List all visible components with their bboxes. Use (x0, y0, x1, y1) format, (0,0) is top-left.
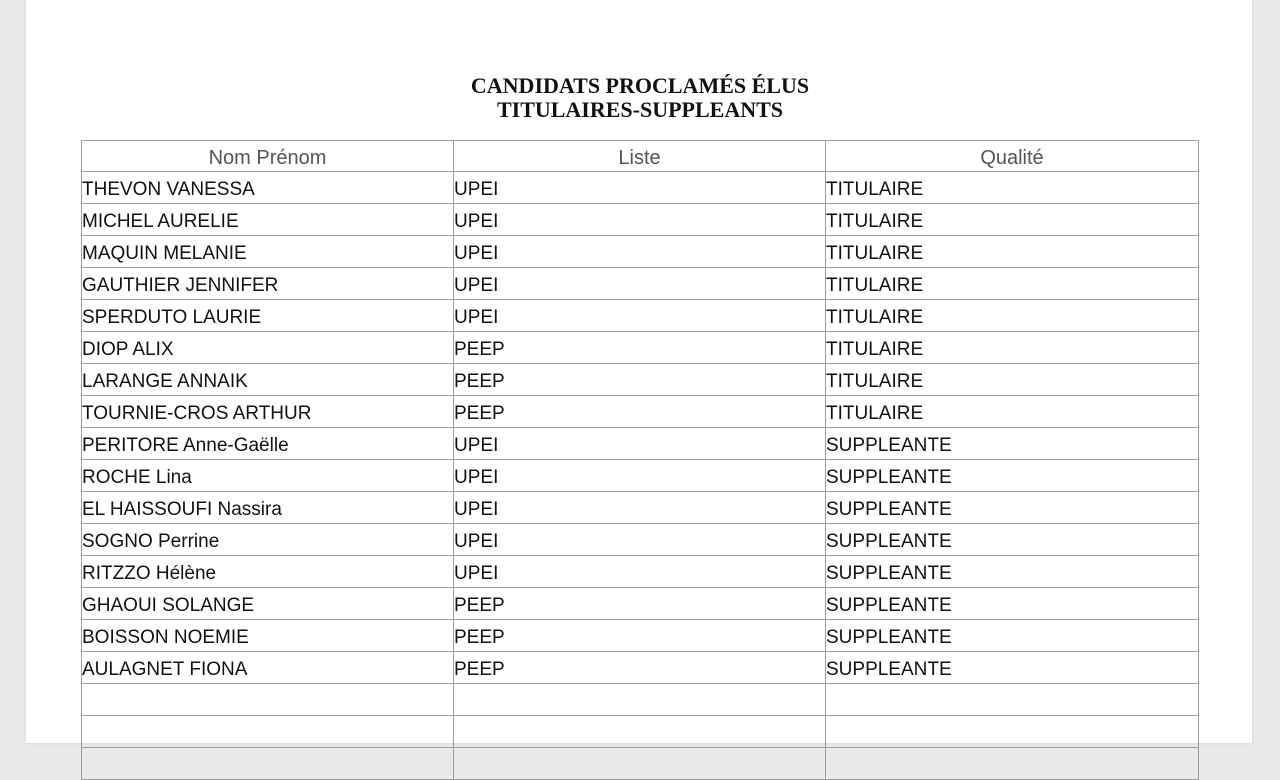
cell-list: UPEI (454, 268, 826, 300)
cell-name: GHAOUI SOLANGE (82, 588, 454, 620)
cell-list: UPEI (454, 556, 826, 588)
cell-name: PERITORE Anne-Gaëlle (82, 428, 454, 460)
cell-role: TITULAIRE (826, 396, 1199, 428)
cell-list: UPEI (454, 524, 826, 556)
cell-name: MICHEL AURELIE (82, 204, 454, 236)
table-row (82, 748, 1199, 780)
cell-name: RITZZO Hélène (82, 556, 454, 588)
cell-role: SUPPLEANTE (826, 428, 1199, 460)
cell-list (454, 748, 826, 780)
cell-list: UPEI (454, 460, 826, 492)
column-header-list: Liste (454, 141, 826, 172)
table-row (82, 300, 1199, 332)
table-row (82, 396, 1199, 428)
table-row (82, 332, 1199, 364)
cell-role: TITULAIRE (826, 236, 1199, 268)
table-row (82, 524, 1199, 556)
table-row (82, 236, 1199, 268)
cell-name: TOURNIE-CROS ARTHUR (82, 396, 454, 428)
cell-role: TITULAIRE (826, 172, 1199, 204)
cell-name: AULAGNET FIONA (82, 652, 454, 684)
column-header-name: Nom Prénom (82, 141, 454, 172)
cell-role: TITULAIRE (826, 268, 1199, 300)
cell-role: TITULAIRE (826, 364, 1199, 396)
column-header-role: Qualité (826, 141, 1199, 172)
cell-role: SUPPLEANTE (826, 620, 1199, 652)
cell-role (826, 684, 1199, 716)
cell-role: SUPPLEANTE (826, 588, 1199, 620)
table-header-row (82, 141, 1199, 172)
cell-list: PEEP (454, 364, 826, 396)
table-row (82, 492, 1199, 524)
cell-list: PEEP (454, 652, 826, 684)
cell-role: SUPPLEANTE (826, 492, 1199, 524)
document-page (26, 0, 1252, 743)
cell-role: TITULAIRE (826, 300, 1199, 332)
cell-name: THEVON VANESSA (82, 172, 454, 204)
cell-list: UPEI (454, 172, 826, 204)
cell-role: TITULAIRE (826, 332, 1199, 364)
cell-role: SUPPLEANTE (826, 460, 1199, 492)
table-row (82, 652, 1199, 684)
cell-list: UPEI (454, 236, 826, 268)
cell-name: BOISSON NOEMIE (82, 620, 454, 652)
table-row (82, 268, 1199, 300)
table-row (82, 588, 1199, 620)
cell-role: TITULAIRE (826, 204, 1199, 236)
cell-list: UPEI (454, 492, 826, 524)
cell-list: UPEI (454, 428, 826, 460)
cell-name: EL HAISSOUFI Nassira (82, 492, 454, 524)
cell-list: PEEP (454, 620, 826, 652)
cell-name (82, 748, 454, 780)
table-row (82, 364, 1199, 396)
cell-name: MAQUIN MELANIE (82, 236, 454, 268)
table-row (82, 460, 1199, 492)
cell-name: SPERDUTO LAURIE (82, 300, 454, 332)
cell-list: PEEP (454, 396, 826, 428)
table-row (82, 172, 1199, 204)
document-title (26, 74, 1254, 122)
table-row (82, 684, 1199, 716)
cell-role: SUPPLEANTE (826, 524, 1199, 556)
table-row (82, 556, 1199, 588)
cell-name: ROCHE Lina (82, 460, 454, 492)
cell-name: DIOP ALIX (82, 332, 454, 364)
cell-role (826, 748, 1199, 780)
cell-name: GAUTHIER JENNIFER (82, 268, 454, 300)
title-line-2: TITULAIRES-SUPPLEANTS (496, 97, 784, 122)
cell-role: SUPPLEANTE (826, 652, 1199, 684)
cell-name: SOGNO Perrine (82, 524, 454, 556)
cell-list: UPEI (454, 300, 826, 332)
title-line-1: CANDIDATS PROCLAMÉS ÉLUS (470, 73, 810, 98)
cell-name: LARANGE ANNAIK (82, 364, 454, 396)
elected-candidates-table (81, 140, 1199, 780)
cell-list: UPEI (454, 204, 826, 236)
cell-role: SUPPLEANTE (826, 556, 1199, 588)
cell-list: PEEP (454, 332, 826, 364)
cell-list: PEEP (454, 588, 826, 620)
table-row (82, 428, 1199, 460)
cell-list (454, 684, 826, 716)
table-row (82, 204, 1199, 236)
table-row (82, 620, 1199, 652)
cell-name (82, 684, 454, 716)
